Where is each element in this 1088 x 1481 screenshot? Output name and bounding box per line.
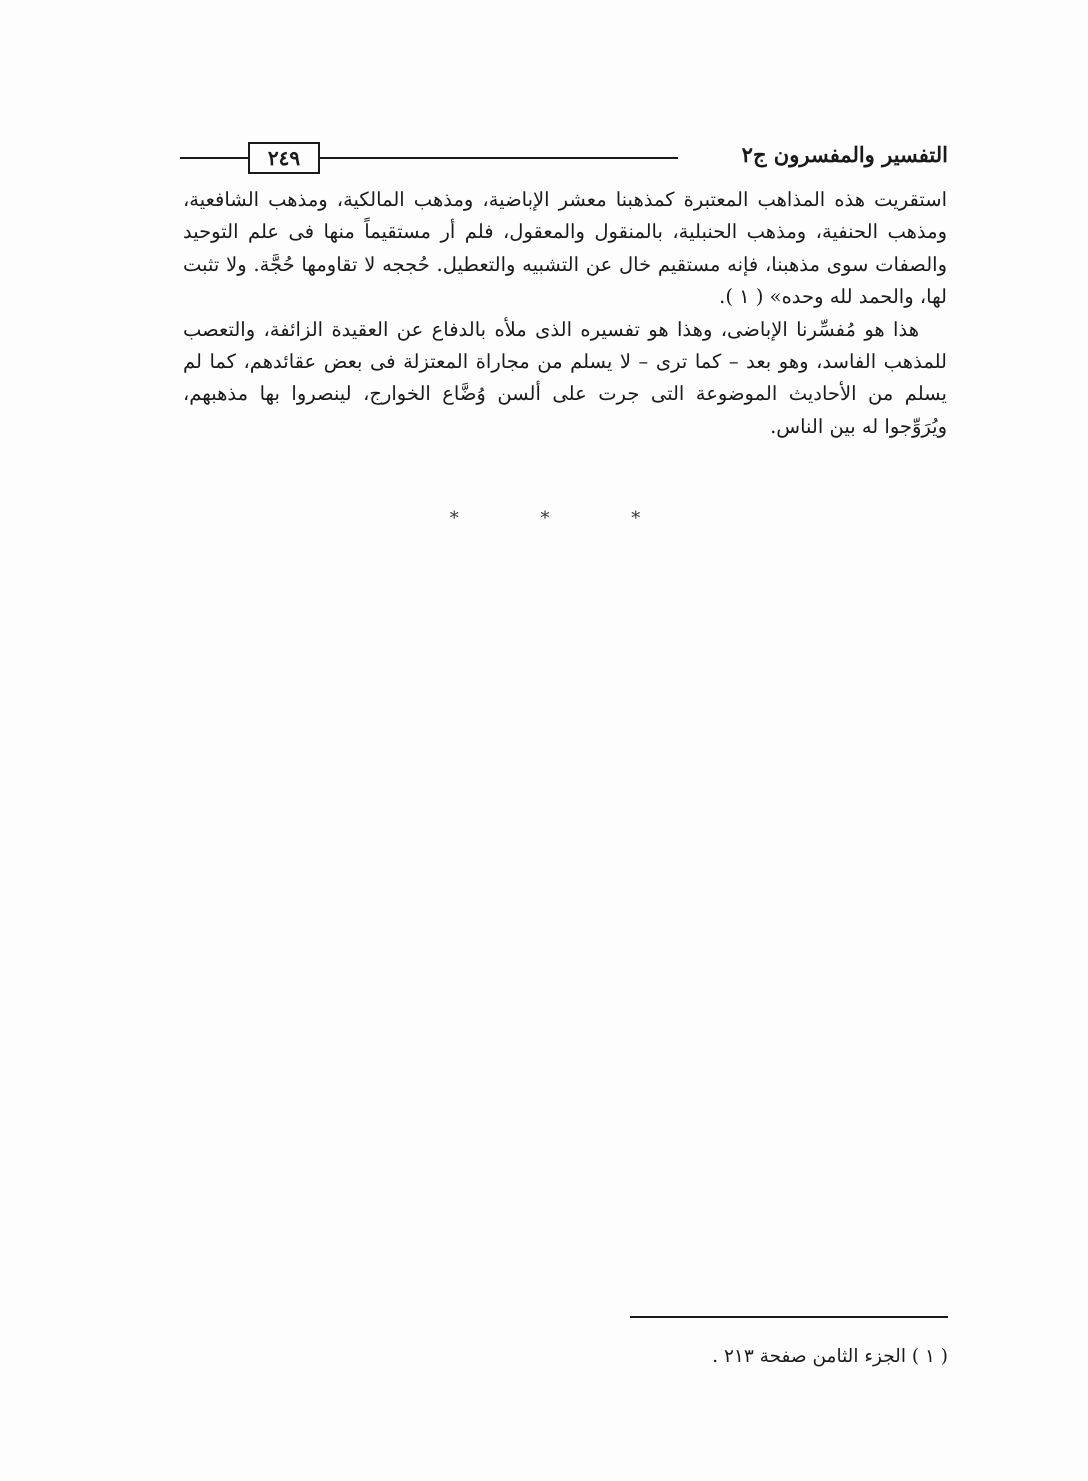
body-text (183, 184, 947, 443)
footnote-rule (630, 1316, 948, 1318)
footnote: ( ١ ) الجزء الثامن صفحة ٢١٣ . (712, 1346, 948, 1367)
header-rule-middle (320, 157, 678, 159)
header-rule-left (180, 157, 248, 159)
page-number: ٢٤٩ (267, 146, 301, 170)
page-header (180, 140, 948, 176)
paragraph-commentary: هذا هو مُفسِّرنا الإباضى، وهذا هو تفسيره الذى ملأه بالدفاع عن العقيدة الزائفة، والتعصب للمذهب الفاسد، وهو بعد – كما ترى – لا يسلم من مجاراة المعتزلة فى بعض عقائدهم، كما لم يسلم من الأحاديث الموضوعة التى جرت على ألسن وُضَّاع الخوارج، لينصروا بها مذهبهم، ويُرَوِّجوا له بين الناس. (183, 317, 947, 438)
paragraph-quote-end: استقريت هذه المذاهب المعتبرة كمذهبنا معشر الإباضية، ومذهب المالكية، ومذهب الشافعية، ومذهب الحنفية، ومذهب الحنبلية، بالمنقول والمعقول، فلم أر مستقيماً منها فى علم التوحيد والصفات سوى مذهبنا، فإنه مستقيم خال عن التشبيه والتعطيل. حُججه لا تقاومها حُجَّة. ولا تثبت لها، والحمد لله وحده» ( ١ ). (183, 188, 947, 309)
running-title: التفسير والمفسرون ج٢ (736, 142, 948, 167)
section-separator: * * * (449, 508, 679, 529)
page-number-box (248, 142, 320, 174)
